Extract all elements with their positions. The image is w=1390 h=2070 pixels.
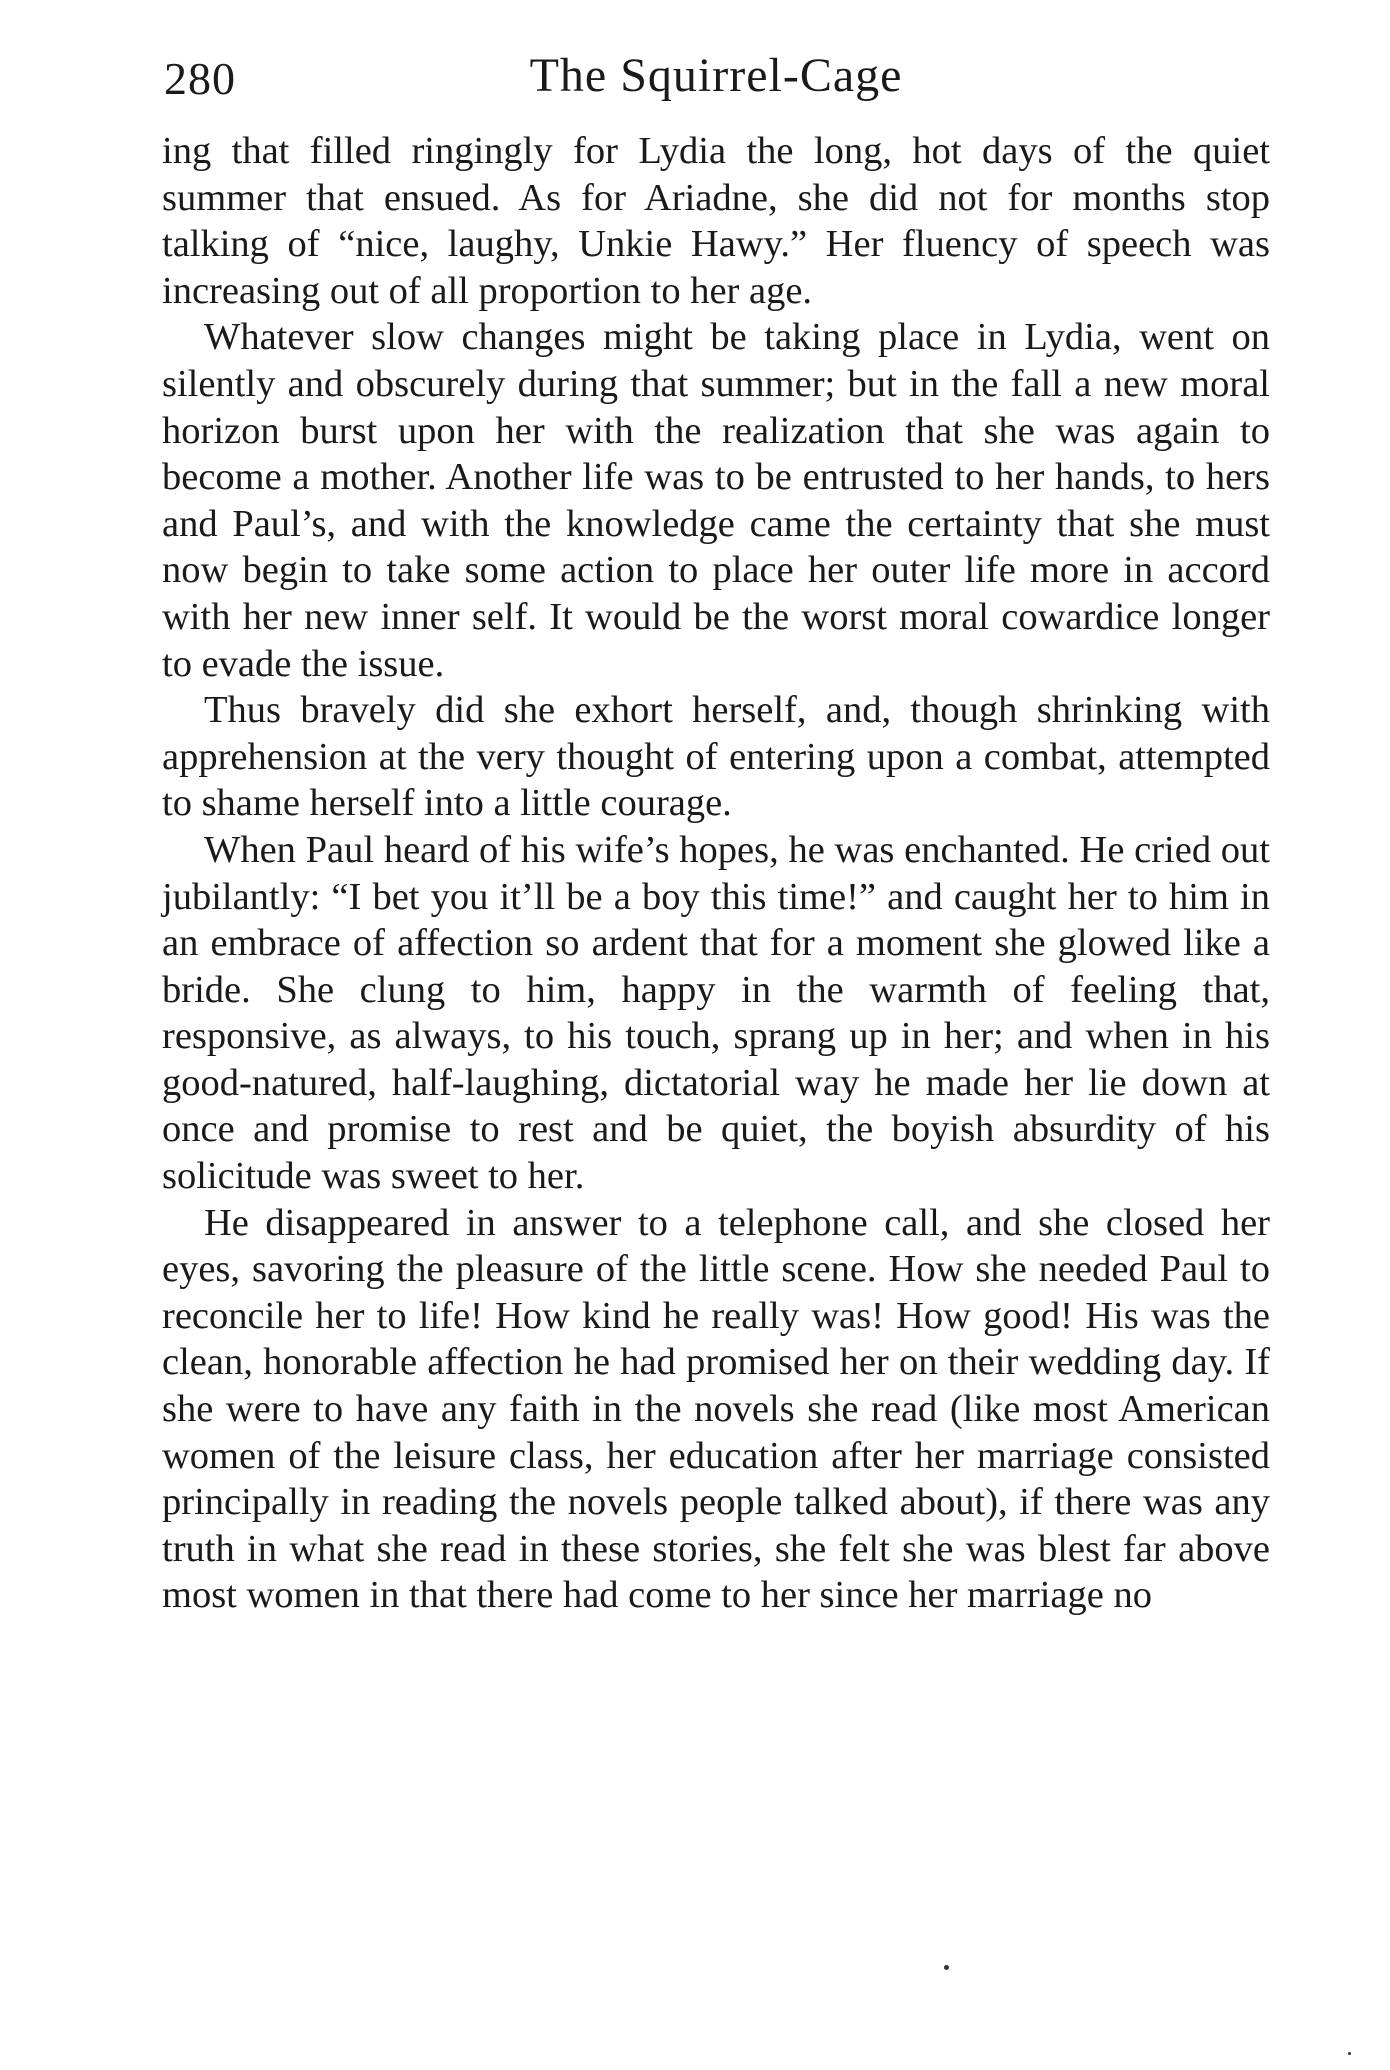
scan-speck — [1348, 2052, 1351, 2055]
paragraph: He disappeared in answer to a telephone call, and she closed her eyes, savoring the pleasure of the little scene. How she needed Paul to reconcile her to life! How kind he really was! How good! His was the clean, honorable affection he had promised her on their wedding day. If she were to have any faith in the novels she read (like most American women of the leisure class, her education after her marriage consisted principally in reading the novels people talked about), if there was any truth in what she read in these stories, she felt she was blest far above most women in that there had come to her since her marriage no — [162, 1201, 1270, 1617]
page-number: 280 — [164, 53, 236, 104]
running-title: The Squirrel-Cage — [529, 49, 903, 102]
paragraph: Thus bravely did she exhort herself, and, though shrinking with apprehension at the very thought of entering upon a combat, attempted to shame herself into a little courage. — [162, 689, 1270, 825]
paragraph: Whatever slow changes might be taking place in Lydia, went on silently and obscurely during that summer; but in the fall a new moral horizon burst upon her with the realization that she was again to become a mother. Another life was to be entrusted to her hands, to hers and Paul’s, and with the knowledge came the certainty that she must now begin to take some action to place her outer life more in accord with her new inner self. It would be the worst moral cowardice longer to evade the issue. — [162, 316, 1270, 685]
body-text — [162, 128, 1270, 1619]
scan-speck — [944, 1965, 949, 1970]
running-head — [162, 44, 1270, 114]
book-page — [162, 44, 1270, 1619]
paragraph: When Paul heard of his wife’s hopes, he was enchanted. He cried out jubilantly: “I bet you it’ll be a boy this time!” and caught her to him in an embrace of affection so ardent that for a moment she glowed like a bride. She clung to him, happy in the warmth of feeling that, responsive, as always, to his touch, sprang up in her; and when in his good-natured, half-laughing, dictatorial way he made her lie down at once and promise to rest and be quiet, the boyish absurdity of his solicitude was sweet to her. — [162, 828, 1270, 1198]
paragraph-continuation: ing that filled ringingly for Lydia the long, hot days of the quiet summer that ensued. As for Ariadne, she did not for months stop talking of “nice, laughy, Unkie Hawy.” Her fluency of speech was increasing out of all proportion to her age. — [162, 130, 1270, 312]
